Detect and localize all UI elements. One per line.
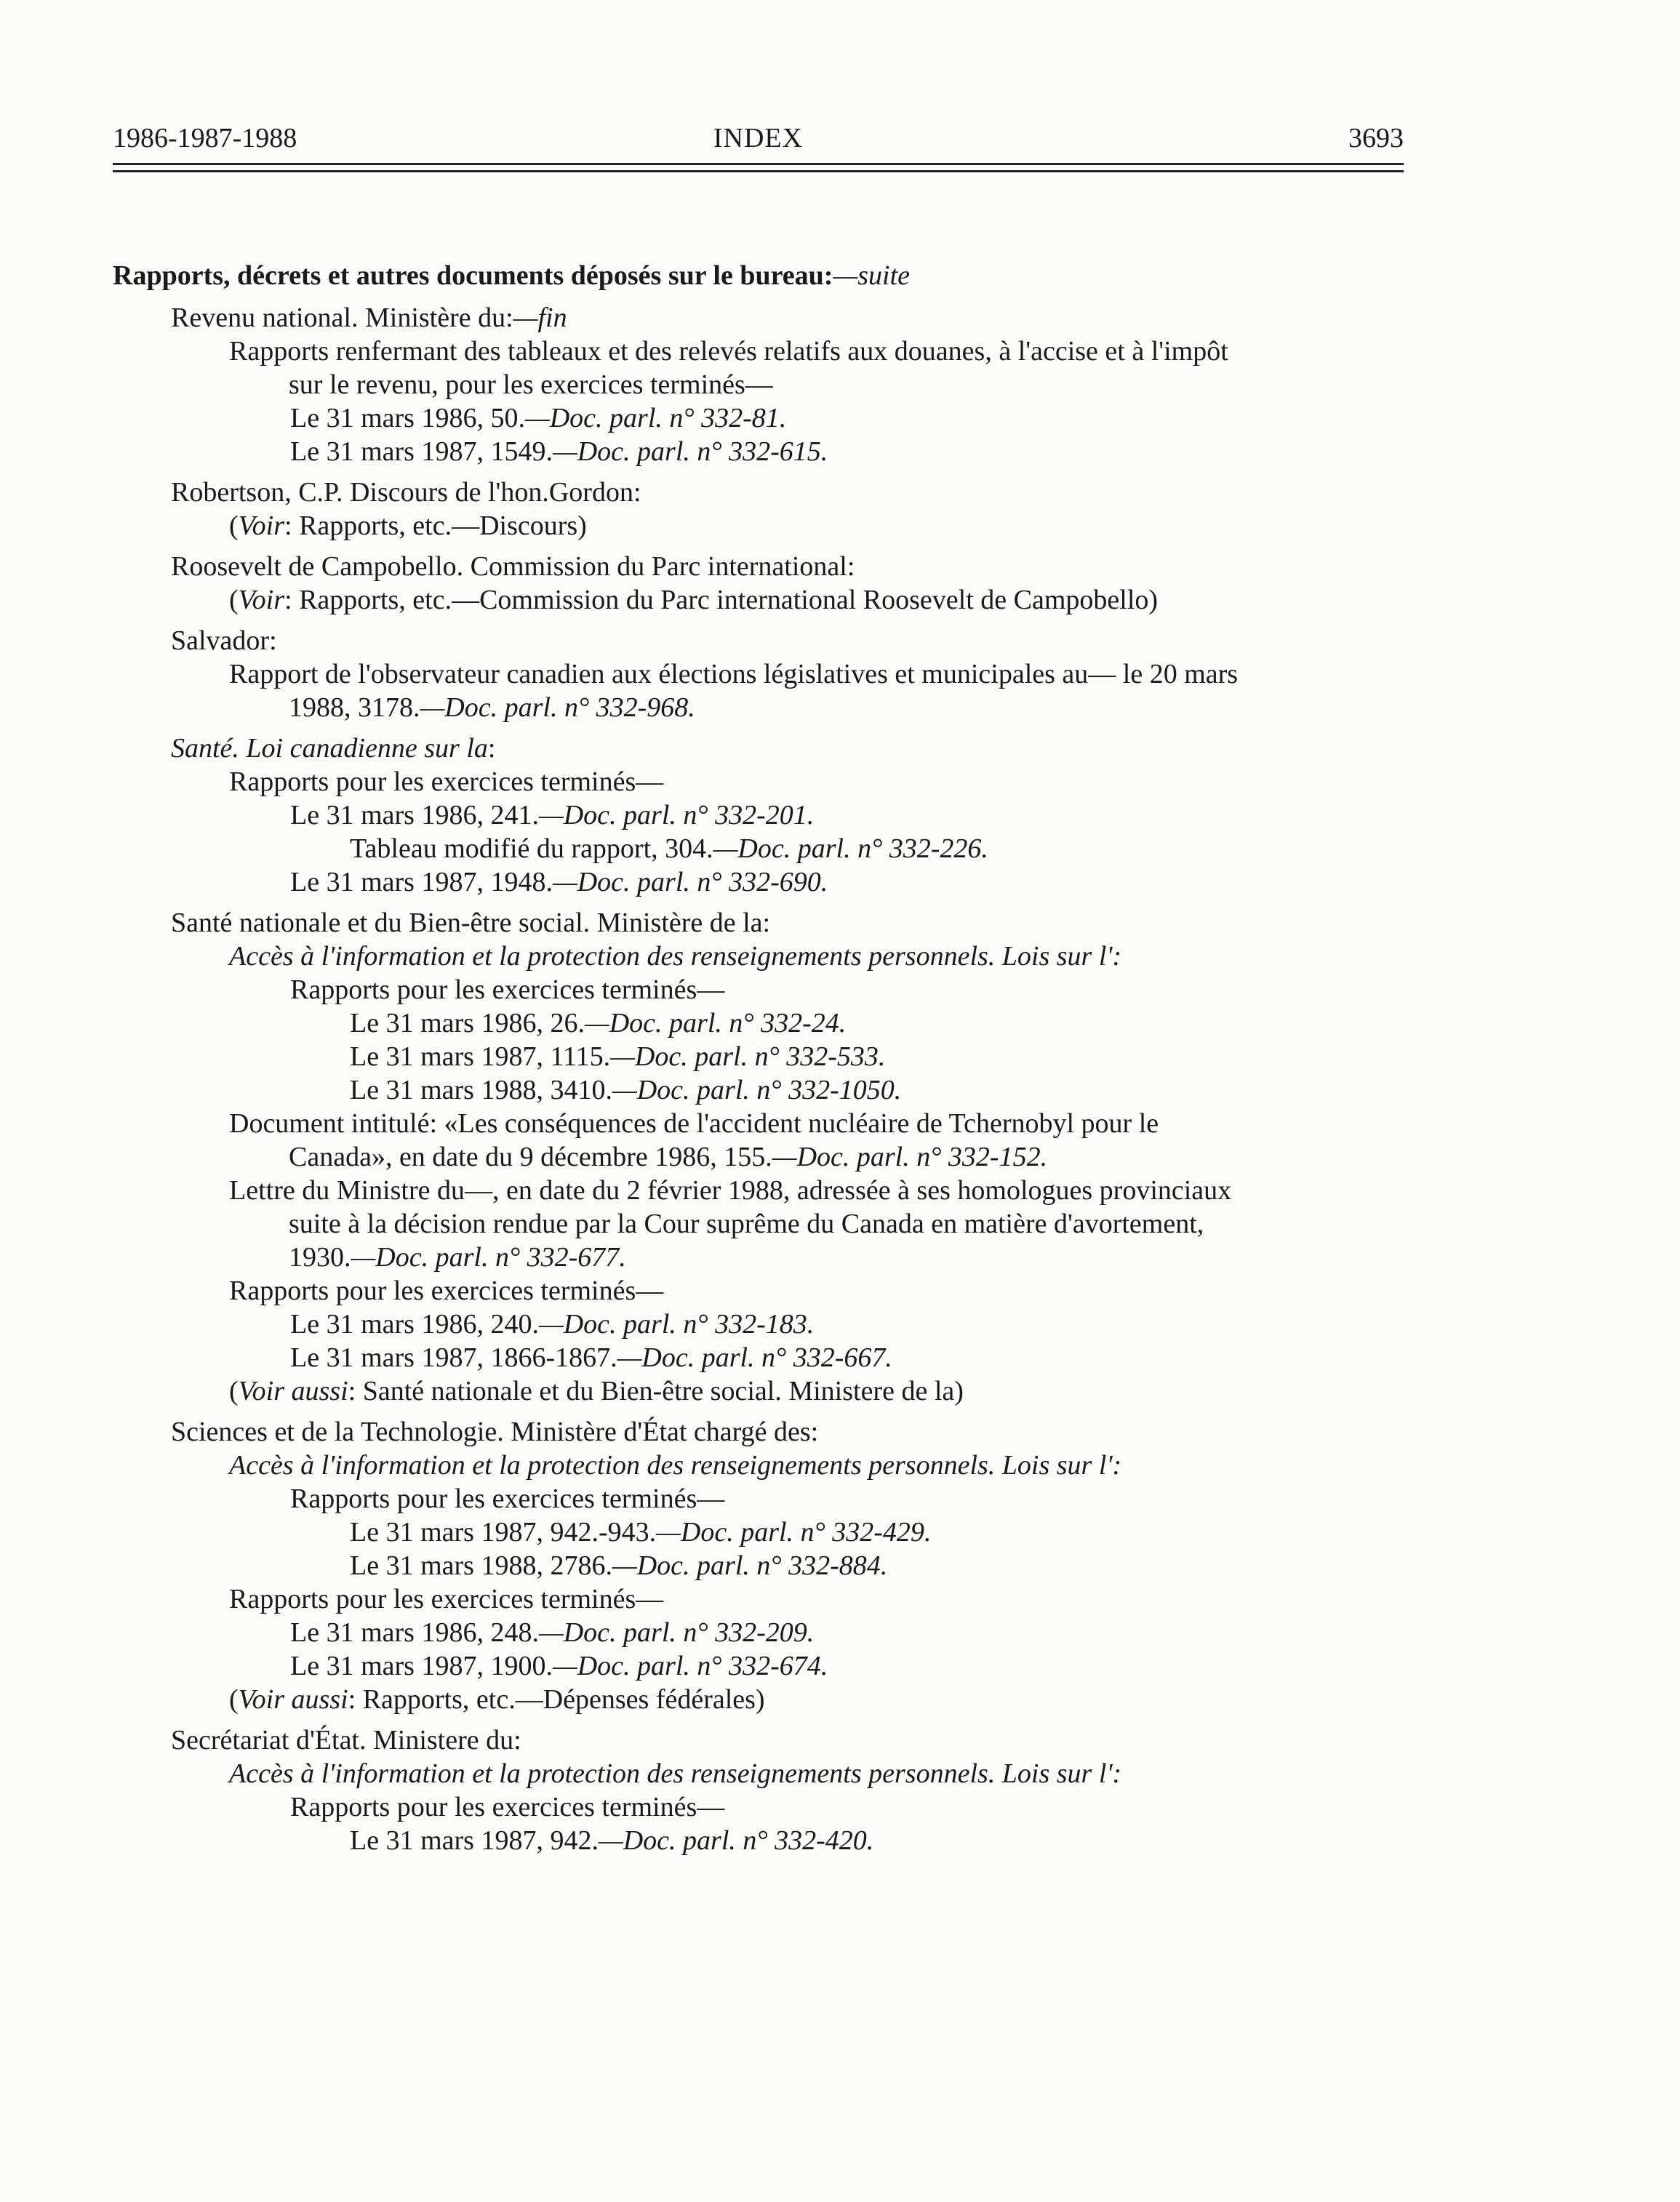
entry-sciences-rapports2: Rapports pour les exercices terminés— <box>229 1584 664 1614</box>
header-title: INDEX <box>713 123 804 153</box>
entry-sante-nationale-acces: Accès à l'information et la protection des renseignements personnels. Lois sur l': <box>229 941 1122 972</box>
list-item: Le 31 mars 1987, 942.—Doc. parl. n° 332-420. <box>350 1825 874 1856</box>
list-item: Le 31 mars 1986, 240.—Doc. parl. n° 332-183. <box>290 1309 815 1340</box>
header-rule-bottom <box>113 170 1404 172</box>
entry-sante-nationale-heading: Santé nationale et du Bien-être social. Ministère de la: <box>171 908 771 938</box>
entry-sante-nationale-rapports2: Rapports pour les exercices terminés— <box>229 1276 664 1306</box>
list-item: Le 31 mars 1987, 1549.—Doc. parl. n° 332-615. <box>290 436 828 467</box>
entry-sante-loi-rapports: Rapports pour les exercices terminés— <box>229 766 664 797</box>
entry-sante-nationale-voir: (Voir aussi: Santé nationale et du Bien-être social. Ministere de la) <box>229 1376 964 1406</box>
entry-sciences-rapports: Rapports pour les exercices terminés— <box>290 1484 725 1514</box>
entry-robertson-voir: (Voir: Rapports, etc.—Discours) <box>229 511 587 541</box>
header-rule-top <box>113 163 1404 165</box>
list-item: Le 31 mars 1986, 50.—Doc. parl. n° 332-81. <box>290 403 787 433</box>
entry-roosevelt-heading: Roosevelt de Campobello. Commission du Parc international: <box>171 551 855 582</box>
entry-sciences-heading: Sciences et de la Technologie. Ministère d'État chargé des: <box>171 1417 819 1447</box>
entry-sante-nationale-document: Document intitulé: «Les conséquences de l'accident nucléaire de Tchernobyl pour le Canada», en date du 9 décembre 1986, 155.—Doc. parl. n° 332-152. <box>229 1108 1159 1172</box>
page-header <box>113 122 1404 159</box>
list-item: Le 31 mars 1987, 1948.—Doc. parl. n° 332-690. <box>290 867 828 897</box>
section-title: Rapports, décrets et autres documents déposés sur le bureau:—suite <box>113 260 911 291</box>
entry-robertson-heading: Robertson, C.P. Discours de l'hon.Gordon: <box>171 477 641 508</box>
entry-secretariat-rapports: Rapports pour les exercices terminés— <box>290 1792 725 1822</box>
list-item: Le 31 mars 1987, 1900.—Doc. parl. n° 332-674. <box>290 1651 828 1681</box>
list-item: Le 31 mars 1986, 248.—Doc. parl. n° 332-209. <box>290 1617 815 1648</box>
entry-secretariat-heading: Secrétariat d'État. Ministere du: <box>171 1725 521 1755</box>
entry-secretariat-acces: Accès à l'information et la protection des renseignements personnels. Lois sur l': <box>229 1758 1122 1789</box>
entry-sante-nationale-lettre: Lettre du Ministre du—, en date du 2 février 1988, adressée à ses homologues provinciaux suite à la décision rendue par la Cour suprême du Canada en matière d'avortement, 1930.—Doc. parl. n° 332-677. <box>229 1175 1232 1273</box>
page-number: 3693 <box>1348 123 1404 153</box>
entry-sciences-voir: (Voir aussi: Rapports, etc.—Dépenses fédérales) <box>229 1684 765 1715</box>
entry-salvador-rapport: Rapport de l'observateur canadien aux élections législatives et municipales au— le 20 mars 1988, 3178.—Doc. parl. n° 332-968. <box>229 659 1239 723</box>
list-item: Le 31 mars 1988, 3410.—Doc. parl. n° 332-1050. <box>350 1075 902 1105</box>
entry-sante-nationale-rapports: Rapports pour les exercices terminés— <box>290 974 725 1005</box>
list-item: Tableau modifié du rapport, 304.—Doc. parl. n° 332-226. <box>350 833 988 864</box>
entry-revenu-rapports: Rapports renfermant des tableaux et des relevés relatifs aux douanes, à l'accise et à l'impôt sur le revenu, pour les exercices terminés— <box>229 336 1228 400</box>
entry-revenu-heading: Revenu national. Ministère du:—fin <box>171 303 567 333</box>
list-item: Le 31 mars 1986, 26.—Doc. parl. n° 332-24. <box>350 1008 847 1038</box>
entry-sante-loi-heading: Santé. Loi canadienne sur la: <box>171 733 496 764</box>
list-item: Le 31 mars 1987, 942.-943.—Doc. parl. n° 332-429. <box>350 1517 932 1548</box>
entry-salvador-heading: Salvador: <box>171 625 277 656</box>
index-content <box>113 259 1404 1857</box>
list-item: Le 31 mars 1986, 241.—Doc. parl. n° 332-201. <box>290 800 815 830</box>
header-years: 1986-1987-1988 <box>113 123 297 153</box>
list-item: Le 31 mars 1987, 1115.—Doc. parl. n° 332-533. <box>350 1041 886 1072</box>
entry-roosevelt-voir: (Voir: Rapports, etc.—Commission du Parc international Roosevelt de Campobello) <box>229 585 1159 615</box>
list-item: Le 31 mars 1988, 2786.—Doc. parl. n° 332-884. <box>350 1550 888 1581</box>
list-item: Le 31 mars 1987, 1866-1867.—Doc. parl. n° 332-667. <box>290 1342 892 1373</box>
entry-sciences-acces: Accès à l'information et la protection des renseignements personnels. Lois sur l': <box>229 1450 1122 1481</box>
